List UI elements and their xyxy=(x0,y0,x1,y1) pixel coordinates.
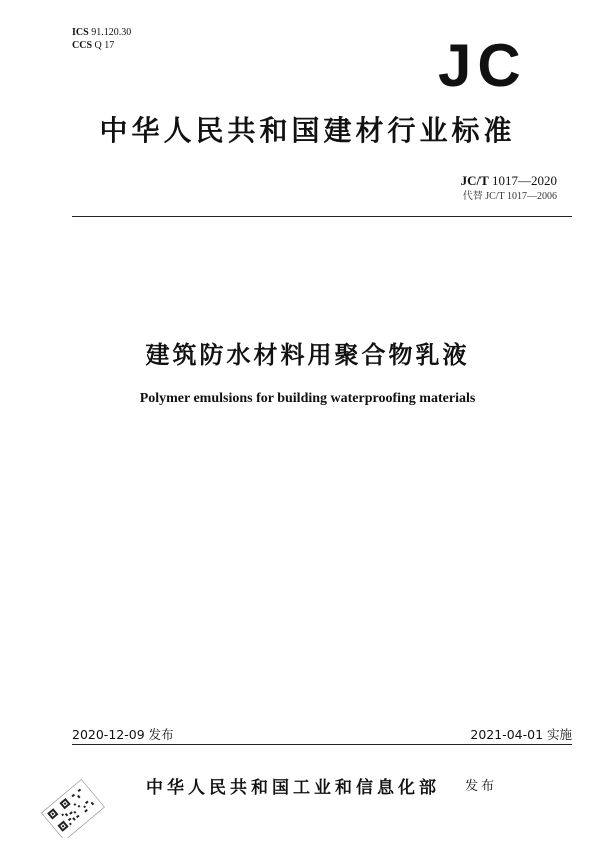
qr-code-icon[interactable] xyxy=(28,778,118,838)
replaces-note: 代替 JC/T 1017—2006 xyxy=(462,191,557,202)
top-divider xyxy=(72,216,572,217)
issuer-suffix: 发布 xyxy=(465,779,498,794)
issuing-authority: 中华人民共和国工业和信息化部 xyxy=(146,778,440,798)
classification-codes xyxy=(72,26,131,52)
standard-number-block xyxy=(461,173,557,205)
jc-logo-mark: JC xyxy=(438,32,527,99)
ics-value: 91.120.30 xyxy=(91,27,132,38)
ics-line xyxy=(72,26,131,39)
standard-code: JC/T xyxy=(460,173,489,188)
ics-label: ICS xyxy=(72,27,89,38)
document-title-chinese: 建筑防水材料用聚合物乳液 xyxy=(145,341,470,369)
implement-date: 2021-04-01 实施 xyxy=(470,727,572,742)
standard-number-line xyxy=(461,173,557,189)
ccs-line xyxy=(72,39,131,52)
ccs-label: CCS xyxy=(72,40,93,51)
standard-category-title: 中华人民共和国建材行业标准 xyxy=(99,114,516,147)
bottom-divider xyxy=(72,744,572,745)
ccs-value: Q 17 xyxy=(94,40,115,51)
publish-date: 2020-12-09 发布 xyxy=(72,727,174,742)
document-title-english: Polymer emulsions for building waterproofing materials xyxy=(139,391,476,406)
standard-number: 1017—2020 xyxy=(492,173,557,188)
